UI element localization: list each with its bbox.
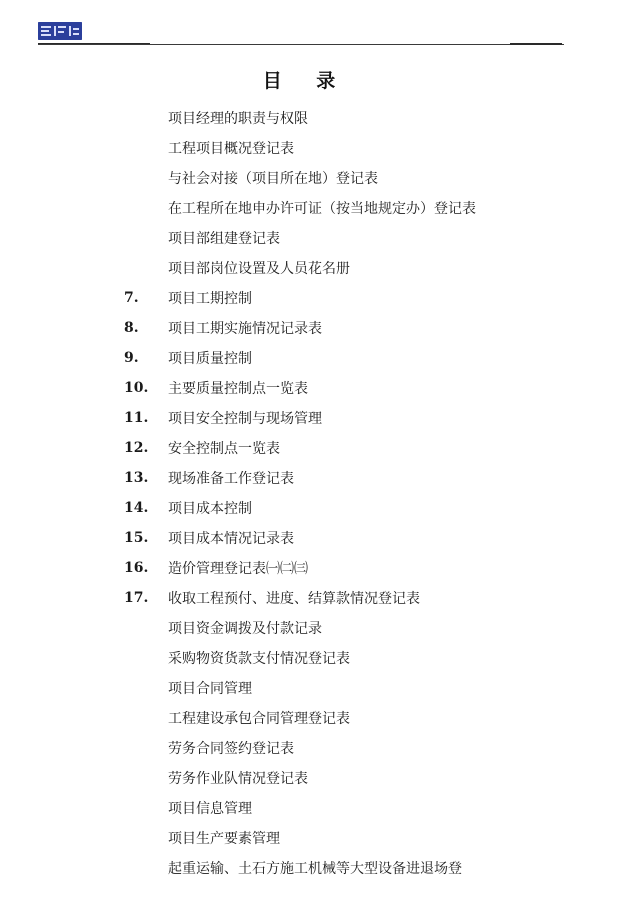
toc-entry[interactable] [0, 223, 640, 253]
toc-entry[interactable] [0, 673, 640, 703]
toc-entry-label: 项目质量控制 [168, 351, 252, 367]
toc-entry[interactable] [0, 343, 640, 373]
toc-entry-label: 项目成本情况记录表 [168, 531, 294, 547]
toc-entry[interactable] [0, 553, 640, 583]
header-rule [38, 44, 564, 45]
toc-entry-number: 14. [124, 500, 149, 516]
toc-entry-label: 工程建设承包合同管理登记表 [168, 711, 350, 727]
toc-entry-label: 安全控制点一览表 [168, 441, 280, 457]
toc-entry-number: 16. [124, 560, 149, 576]
company-logo-icon [38, 22, 82, 40]
toc-entry-label: 收取工程预付、进度、结算款情况登记表 [168, 591, 420, 607]
toc-entry[interactable] [0, 253, 640, 283]
toc-entry[interactable] [0, 133, 640, 163]
toc-entry-number: 10. [124, 380, 149, 396]
toc-entry[interactable] [0, 373, 640, 403]
toc-entry-number: 15. [124, 530, 149, 546]
toc-entry-label: 项目工期实施情况记录表 [168, 321, 322, 337]
toc-entry[interactable] [0, 763, 640, 793]
toc-entry-label: 劳务作业队情况登记表 [168, 771, 308, 787]
toc-entry-label: 采购物资货款支付情况登记表 [168, 651, 350, 667]
toc-entry[interactable] [0, 463, 640, 493]
toc-entry[interactable] [0, 433, 640, 463]
toc-entry-label: 项目经理的职责与权限 [168, 111, 308, 127]
toc-entry-label: 项目工期控制 [168, 291, 252, 307]
toc-entry[interactable] [0, 703, 640, 733]
toc-entry-label: 与社会对接（项目所在地）登记表 [168, 171, 378, 187]
toc-entry-number: 11. [124, 410, 149, 426]
toc-entry[interactable] [0, 853, 640, 883]
toc-entry-number: 7. [124, 290, 139, 306]
toc-entry[interactable] [0, 313, 640, 343]
toc-entry-label: 在工程所在地申办许可证（按当地规定办）登记表 [168, 201, 476, 217]
toc-entry[interactable] [0, 523, 640, 553]
toc-entry-label: 项目生产要素管理 [168, 831, 280, 847]
toc-entry[interactable] [0, 283, 640, 313]
toc-entry-label: 项目安全控制与现场管理 [168, 411, 322, 427]
toc-entry[interactable] [0, 103, 640, 133]
toc-entry-label: 项目信息管理 [168, 801, 252, 817]
toc-entry-number: 9. [124, 350, 139, 366]
toc-entry-label: 项目部岗位设置及人员花名册 [168, 261, 350, 277]
toc-entry-label: 现场准备工作登记表 [168, 471, 294, 487]
toc-entry-number: 12. [124, 440, 149, 456]
toc-entry-label: 造价管理登记表㈠㈡㈢ [168, 561, 308, 577]
toc-entry-label: 项目资金调拨及付款记录 [168, 621, 322, 637]
toc-entry[interactable] [0, 583, 640, 613]
toc-entry[interactable] [0, 823, 640, 853]
toc-entry[interactable] [0, 793, 640, 823]
toc-entry-label: 劳务合同签约登记表 [168, 741, 294, 757]
toc-entry[interactable] [0, 493, 640, 523]
toc-entry[interactable] [0, 733, 640, 763]
toc-entry[interactable] [0, 403, 640, 433]
toc-entry[interactable] [0, 163, 640, 193]
toc-entry-label: 起重运输、土石方施工机械等大型设备进退场登 [168, 861, 462, 877]
toc-entry[interactable] [0, 643, 640, 673]
toc-entry-label: 主要质量控制点一览表 [168, 381, 308, 397]
toc-entry[interactable] [0, 613, 640, 643]
toc-entry-number: 8. [124, 320, 139, 336]
toc-entry-label: 项目部组建登记表 [168, 231, 280, 247]
toc-entry-label: 项目成本控制 [168, 501, 252, 517]
toc-entry-label: 项目合同管理 [168, 681, 252, 697]
toc-entry-label: 工程项目概况登记表 [168, 141, 294, 157]
header-rule-right [510, 43, 562, 45]
page-title: 目 录 [262, 70, 350, 92]
toc-entry-number: 13. [124, 470, 149, 486]
toc-entry[interactable] [0, 193, 640, 223]
toc-entry-number: 17. [124, 590, 149, 606]
